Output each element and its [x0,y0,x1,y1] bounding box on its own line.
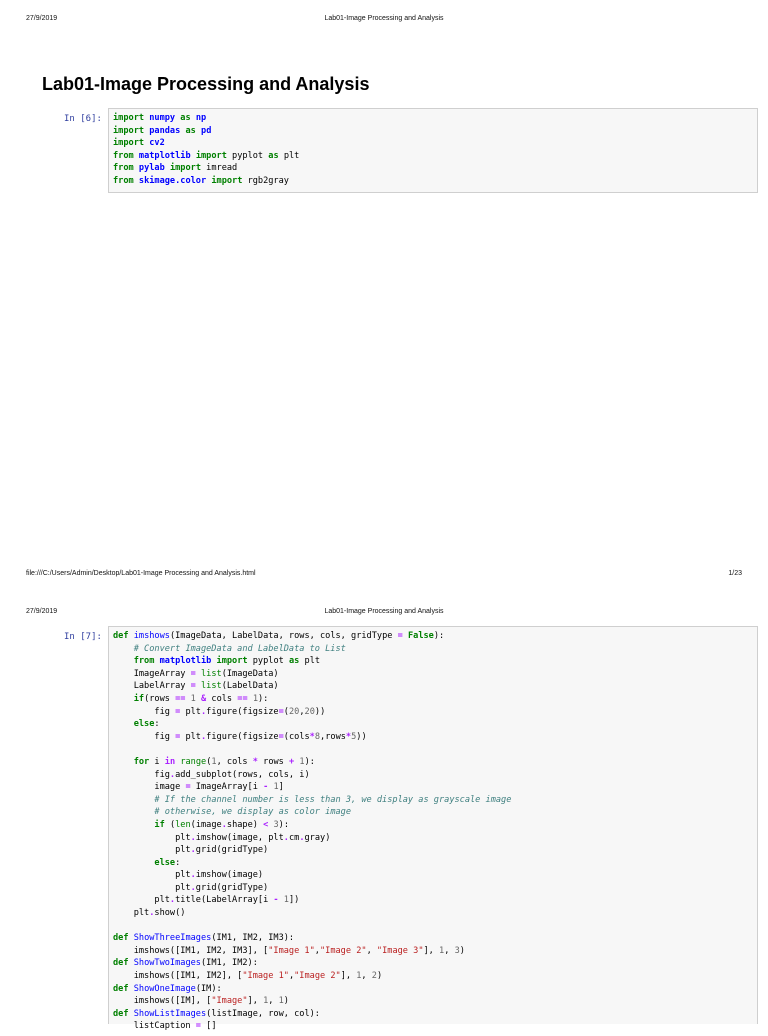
code-token: cv2 [149,138,165,149]
code-token: plt [180,731,201,742]
code-line [113,869,753,882]
code-token: . [221,819,227,830]
code-line [113,894,753,907]
code-token: fig [113,706,176,717]
code-line [113,693,753,706]
code-token: def [113,1008,129,1019]
code-token: import [216,656,248,667]
code-token: . [283,832,289,843]
code-line [113,832,753,845]
code-line [113,932,753,945]
code-token: , [366,945,377,956]
cell-prompt: In [6]: [64,114,102,124]
code-token: ): [278,819,290,830]
code-token: 1 [211,756,217,767]
code-line [113,781,753,794]
code-line [113,970,753,983]
code-line [113,844,753,857]
code-token: , [268,996,279,1007]
code-token: len [175,819,191,830]
code-token: ShowThreeImages [133,933,212,944]
code-token: ], [247,996,264,1007]
code-token: "Image 1" [268,945,315,956]
code-line [113,957,753,970]
code-token: = [278,731,284,742]
footer-path: file:///C:/Users/Admin/Desktop/Lab01-Image Processing and Analysis.html [26,570,256,577]
code-token: pylab [138,163,165,174]
code-token: list [200,681,222,692]
code-line [113,794,753,807]
code-token [113,795,154,805]
code-token: from [113,175,134,186]
code-token: 5 [351,731,357,742]
code-line [113,769,753,782]
code-token: ) [459,945,465,956]
code-token: plt [113,908,150,919]
code-token: range [180,756,207,767]
code-token: (IM): [195,983,222,994]
code-token: rows [257,756,290,767]
code-token: # otherwise, we display as color image [154,807,352,818]
code-token: . [200,731,207,742]
code-token: . [190,882,196,893]
footer-page-number: 1/23 [728,570,742,577]
code-token: # Convert ImageData and LabelData to List [133,643,346,654]
code-token: plt [113,882,191,893]
code-token: = [175,731,181,742]
code-token: fig [113,769,170,780]
code-token: . [299,832,305,843]
code-token: . [169,895,176,906]
code-token: pyplot [226,150,269,161]
code-token: = [278,706,284,717]
code-token: as [180,113,191,123]
code-token: ( [283,706,289,717]
code-token: = [190,668,196,679]
code-token: LabelArray [113,681,191,692]
code-token: - [263,782,269,793]
code-token: numpy [149,113,176,123]
code-token: . [190,845,196,856]
code-token: imshows([IM1, IM2, IM3], [ [113,945,269,956]
code-token: 1 [356,971,362,982]
code-token [113,656,134,666]
code-block [109,109,757,191]
code-token: def [113,983,129,994]
code-token: (ImageData, LabelData, rows, cols, gridType [169,631,398,641]
code-token: 1 [278,996,284,1007]
code-token: (ImageData) [221,668,279,679]
code-token: ], [423,945,440,956]
code-line [113,806,753,819]
code-token: matplotlib [159,656,212,667]
code-token: pyplot [247,656,289,667]
code-token: figure(figsize [206,731,279,742]
code-token: 3 [273,819,279,830]
code-token: imshows([IM1, IM2], [ [113,971,243,982]
code-token: , cols [216,756,253,767]
code-token: ( [206,756,212,767]
code-token: "Image 3" [376,945,424,956]
code-token: * [345,731,352,742]
code-token: 1 [263,996,269,1007]
code-token: for [133,756,150,767]
code-token: 1 [283,895,289,906]
code-token: ] [278,782,284,793]
header-date: 27/9/2019 [26,15,58,22]
code-line [113,756,753,769]
code-token: pandas [149,125,181,136]
code-token: ): [258,693,269,704]
code-token: . [190,832,196,843]
code-token: ShowTwoImages [133,958,201,969]
code-line [113,162,753,175]
code-token: imshows [133,631,170,641]
code-token [113,858,154,868]
code-token: , [444,945,455,956]
code-token: import [169,163,201,174]
code-token: (listImage, row, col): [206,1008,320,1019]
header-title: Lab01-Image Processing and Analysis [324,608,444,615]
code-token: plt [113,895,170,906]
code-line [113,945,753,958]
code-line [113,857,753,870]
header-title: Lab01-Image Processing and Analysis [324,15,444,22]
code-line [113,743,753,756]
code-token: else [133,719,155,730]
code-token: . [149,908,155,919]
code-token: - [273,895,279,906]
code-token: + [289,756,295,767]
code-token: as [268,150,279,161]
code-token: shape) [226,819,264,830]
code-token: i [149,756,165,767]
code-token: 20 [288,706,300,717]
header-date: 27/9/2019 [26,608,58,615]
code-token [113,757,134,767]
code-line [113,1020,753,1033]
code-token: list [200,668,222,679]
code-token: . [200,706,207,717]
code-token: fig [113,731,176,742]
code-token: def [113,958,129,969]
code-token: imshows([IM], [ [113,996,212,1007]
code-token: grid(gridType) [195,882,269,893]
code-token: 1 [299,756,305,767]
code-line [113,983,753,996]
code-token: import [195,150,227,161]
code-token: ( [164,819,176,830]
code-token: gray) [304,832,331,843]
code-token: title(LabelArray[i [175,895,274,906]
code-token: import [211,175,243,186]
code-cell[interactable] [108,626,758,1032]
code-token [113,820,154,830]
code-token: "Image" [211,996,248,1007]
code-token: import [113,113,145,123]
code-line [113,655,753,668]
code-token: grid(gridType) [195,845,269,856]
code-line [113,907,753,920]
code-token: from [133,656,155,667]
code-token: 1 [439,945,445,956]
code-token: add_subplot(rows, cols, i) [175,769,310,780]
code-cell[interactable] [108,108,758,193]
cell-prompt: In [7]: [64,632,102,642]
code-token: (LabelData) [221,681,279,692]
code-token: "Image 2" [294,971,341,982]
code-token: False [407,631,434,641]
code-token: == [237,693,248,704]
code-token: "Image 2" [319,945,367,956]
code-token: (IM1, IM2, IM3): [211,933,295,944]
code-token: 1 [252,693,258,704]
notebook-title: Lab01-Image Processing and Analysis [42,74,370,94]
code-token: (image [190,819,222,830]
code-token: ) [283,996,289,1007]
code-token: (rows [144,693,176,704]
code-token: "Image 1" [242,971,289,982]
code-token: matplotlib [138,150,191,161]
code-token: plt [278,150,300,161]
code-token: 8 [314,731,321,742]
code-token: ], [340,971,357,982]
code-line [113,920,753,933]
code-line [113,882,753,895]
code-line [113,706,753,719]
code-token: ): [433,631,445,641]
code-token: imshow(image, plt [195,832,284,843]
code-line [113,150,753,163]
code-token: plt [113,832,191,843]
code-token: plt [180,706,201,717]
code-token [113,644,134,654]
code-token: from [113,150,134,161]
code-token: , [288,971,295,982]
code-token: * [309,731,315,742]
code-line [113,819,753,832]
code-line [113,1008,753,1021]
code-token: else [154,857,176,868]
code-token: 1 [273,782,279,793]
code-token: if [133,693,145,704]
code-token: as [185,125,196,136]
code-line [113,137,753,150]
code-token: 20 [304,706,315,717]
code-token: cm [288,832,300,843]
code-block [109,627,757,1036]
code-token: import [113,138,145,149]
code-token: ,rows [320,731,346,742]
code-token: plt [299,656,321,667]
code-token: figure(figsize [206,706,279,717]
code-token: = [175,706,181,717]
code-line [113,630,753,643]
code-token: ShowListImages [133,1008,207,1019]
code-token: show() [154,908,186,919]
code-token: : [154,719,160,730]
code-token: = [397,631,403,641]
code-token: = [195,1021,201,1032]
code-token: = [185,782,191,793]
code-token: imshow(image) [195,870,264,881]
code-token: )) [314,706,326,717]
code-token: * [252,756,258,767]
code-line [113,125,753,138]
code-line [113,718,753,731]
code-token: [] [200,1021,217,1032]
code-token: pd [201,125,212,136]
code-line [113,995,753,1008]
code-token: , [314,945,320,956]
code-token: , [299,706,305,717]
code-token: == [175,693,186,704]
code-token: 1 [190,693,196,704]
code-token: 2 [371,971,377,982]
code-token: skimage.color [138,175,207,186]
code-token: image [113,782,186,793]
code-token: = [190,681,196,692]
code-token: & [201,693,207,704]
code-token: (cols [283,731,310,742]
code-line [113,112,753,125]
code-token: def [113,631,129,641]
code-token: import [113,125,145,136]
code-token: 3 [454,945,460,956]
code-token: np [195,113,207,123]
code-token: )) [356,731,367,742]
code-line [113,668,753,681]
code-token: # If the channel number is less than 3, we display as grayscale image [154,794,512,805]
code-token: cols [206,693,238,704]
code-token: def [113,933,129,944]
code-token: . [169,769,176,780]
code-token: as [288,656,300,667]
code-token: plt [113,845,191,856]
code-token: : [175,857,181,868]
code-token: ]) [288,895,300,906]
code-token [113,719,134,729]
code-token: ShowOneImage [133,983,196,994]
code-token: plt [113,870,191,881]
code-token: in [164,756,176,767]
code-token [113,807,154,817]
code-line [113,643,753,656]
code-line [113,680,753,693]
code-token: < [263,819,269,830]
code-line [113,731,753,744]
code-token: rgb2gray [242,175,289,186]
code-token: imread [201,163,238,174]
code-line [113,175,753,188]
code-token: listCaption [113,1021,196,1032]
code-token: , [361,971,372,982]
code-token: . [190,870,196,881]
code-token: ) [376,971,383,982]
code-token: from [113,163,134,174]
code-token: if [154,819,165,830]
code-token: ImageArray [113,668,191,679]
code-token: ImageArray[i [190,782,264,793]
code-token: ): [304,756,315,767]
code-token [113,694,134,704]
code-token: (IM1, IM2): [200,958,258,969]
